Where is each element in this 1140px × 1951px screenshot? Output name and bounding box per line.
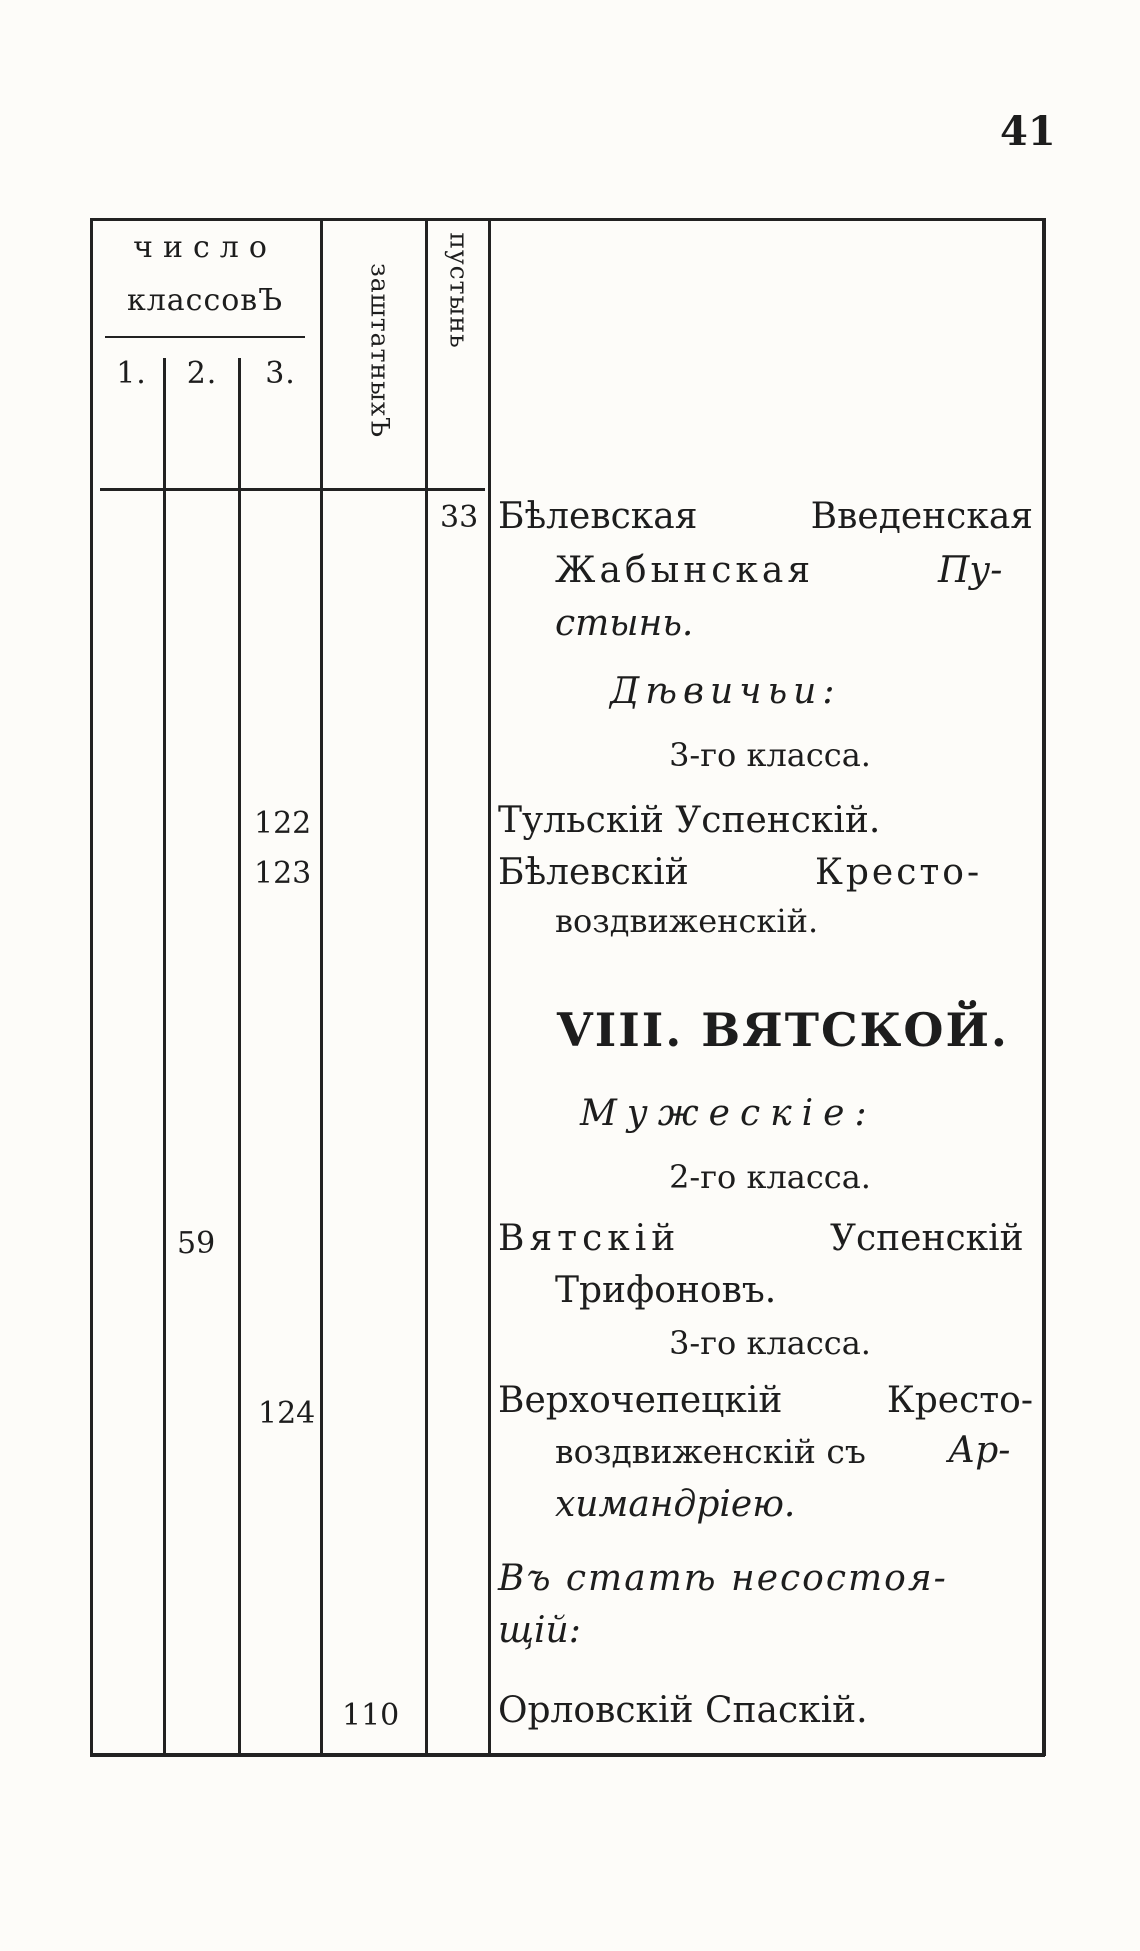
row-desert-line1: Бѣлевская Введенская bbox=[498, 496, 1033, 537]
class-2-header: 2. bbox=[186, 356, 218, 391]
count-title-line1: число bbox=[133, 230, 277, 265]
row-vyatka-number: 59 bbox=[177, 1226, 216, 1261]
class-1-header: 1. bbox=[116, 356, 147, 391]
row-verkhochepets-line3: химандріею. bbox=[555, 1484, 796, 1525]
class1-column-divider bbox=[163, 358, 166, 1756]
row-tula-text: Тульскій Успенскій. bbox=[498, 800, 881, 841]
row-tula-number: 122 bbox=[254, 806, 312, 841]
row-orel-number: 110 bbox=[342, 1698, 400, 1733]
abolished-column-divider bbox=[425, 218, 428, 1756]
page-number: 41 bbox=[1000, 108, 1056, 155]
row-orel-text: Орловскій Спаскій. bbox=[498, 1690, 868, 1731]
row-verkhochepets-line1: Верхочепецкій Кресто- bbox=[498, 1380, 1033, 1421]
row-vyatka-line2: Трифоновъ. bbox=[555, 1270, 777, 1311]
class3-column-divider bbox=[320, 218, 323, 1756]
class3-heading-1: 3-го класса. bbox=[669, 736, 871, 774]
row-belev-number: 123 bbox=[254, 856, 312, 891]
row-belev-line2: воздвиженскій. bbox=[555, 902, 819, 940]
outside-state-line1: Въ статѣ несостоя- bbox=[498, 1558, 948, 1599]
outside-state-line2: щій: bbox=[498, 1610, 581, 1651]
register-table bbox=[90, 218, 1045, 1756]
bottom-rule bbox=[90, 1753, 1045, 1757]
count-title-underline bbox=[105, 336, 305, 338]
section-title-vyatka: VIII. ВЯТСКОЙ. bbox=[557, 1003, 1009, 1057]
class-3-header: 3. bbox=[265, 356, 296, 391]
row-verkhochepets-number: 124 bbox=[258, 1396, 316, 1431]
row-verkhochepets-line2a: воздвиженскій съ bbox=[555, 1432, 866, 1471]
row-verkhochepets-line2b: Ар- bbox=[948, 1430, 1011, 1471]
girls-heading: Дѣвичьи: bbox=[610, 671, 841, 712]
row-belev-line1a: Бѣлевскій bbox=[498, 852, 689, 893]
row-desert-line2a: Жабынская bbox=[555, 550, 815, 591]
row-desert-number: 33 bbox=[440, 500, 479, 535]
row-desert-line3: стынь. bbox=[555, 603, 694, 644]
row-desert-line2b: Пу- bbox=[938, 550, 1003, 591]
count-title-line2: классовЪ bbox=[126, 283, 284, 318]
left-border bbox=[90, 218, 93, 1756]
right-border bbox=[1042, 218, 1046, 1756]
class2-column-divider bbox=[238, 358, 241, 1756]
class3-heading-2: 3-го класса. bbox=[669, 1324, 871, 1362]
abolished-header: заштатныхЪ bbox=[365, 263, 395, 438]
deserts-header: пустынь bbox=[444, 232, 474, 349]
row-vyatka-line1a: Вятскій bbox=[498, 1218, 681, 1259]
men-heading: Мужескіе: bbox=[580, 1093, 877, 1134]
deserts-column-divider bbox=[488, 218, 491, 1756]
row-vyatka-line1b: Успенскій bbox=[830, 1218, 1024, 1259]
class2-heading: 2-го класса. bbox=[669, 1158, 871, 1196]
top-rule bbox=[90, 218, 1045, 221]
row-belev-line1b: Кресто- bbox=[815, 852, 983, 893]
